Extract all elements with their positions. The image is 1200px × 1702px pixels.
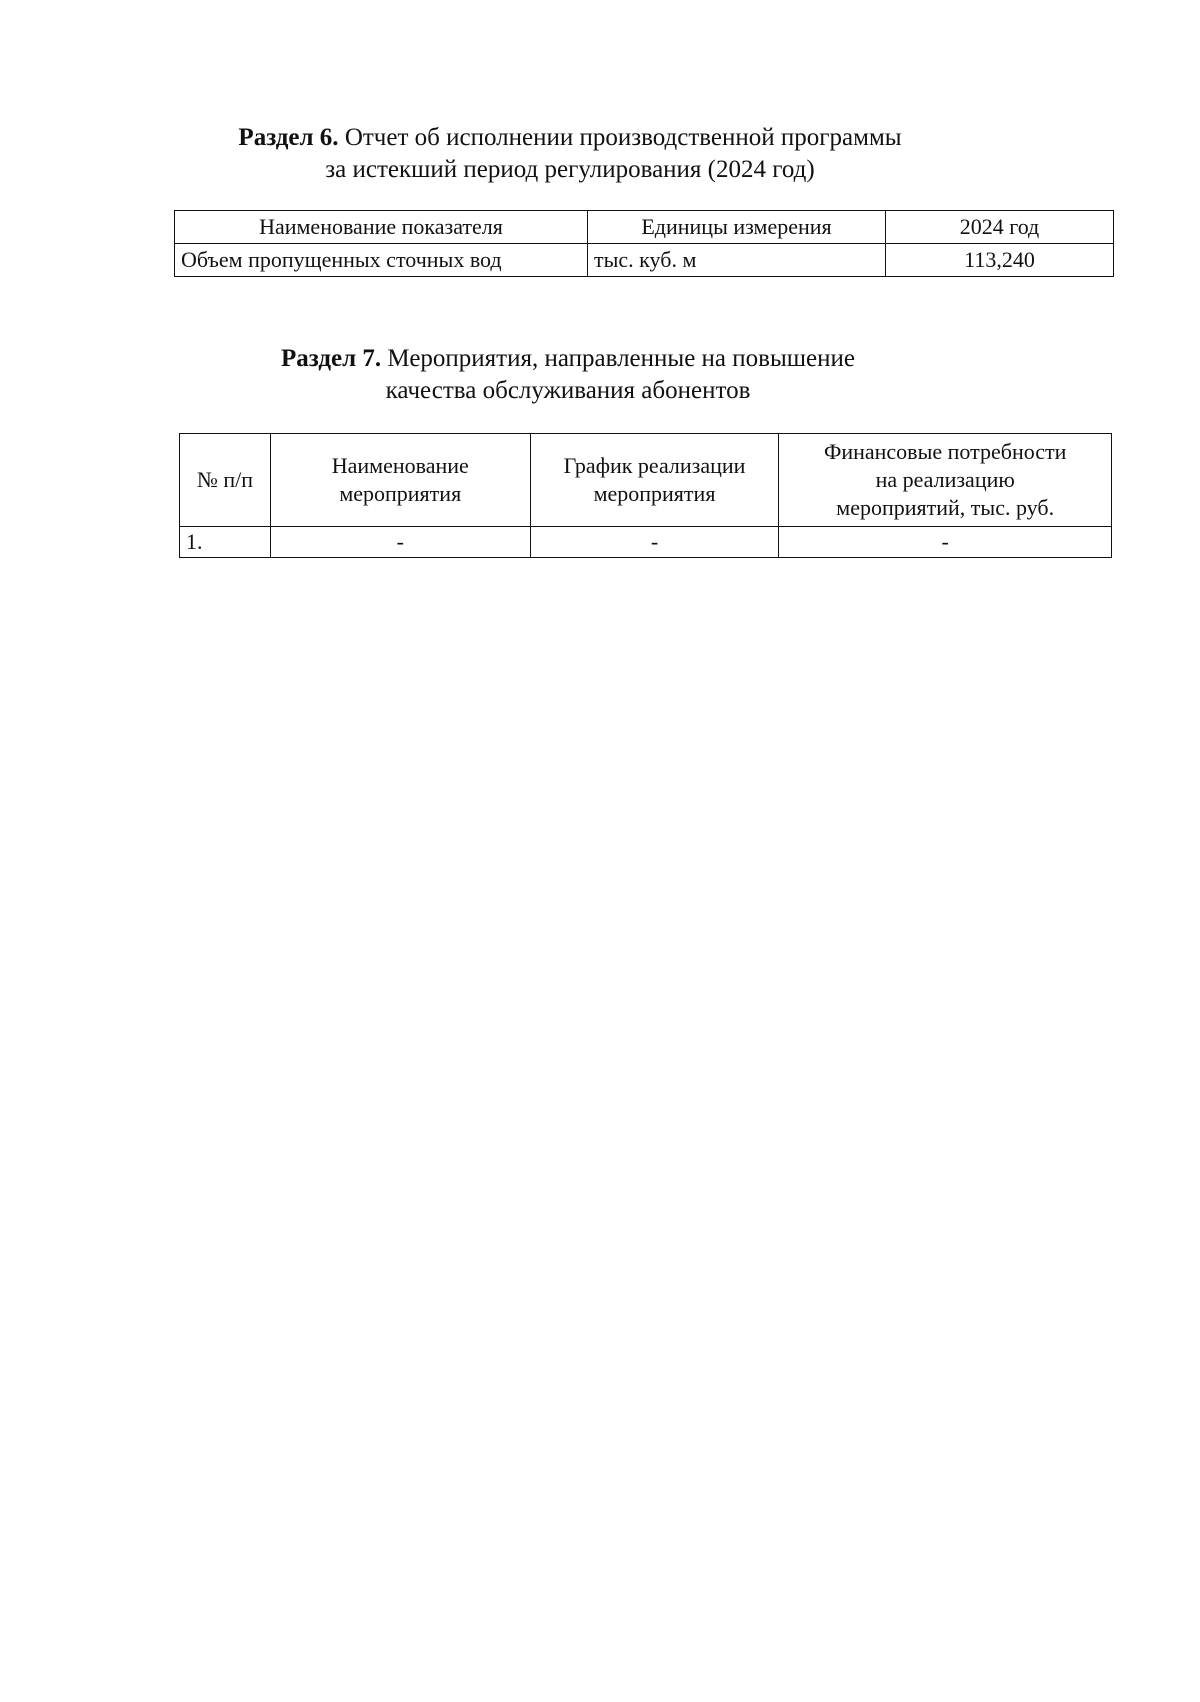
cell-schedule: - [530, 527, 779, 558]
cell-units: тыс. куб. м [588, 244, 886, 277]
header-schedule-line-1: График реализации [563, 453, 746, 478]
section-7-title-line-1: Мероприятия, направленные на повышение [387, 345, 855, 372]
table-row [180, 527, 1112, 558]
header-event-name-line-2: мероприятия [339, 481, 462, 506]
table-header-row [180, 434, 1112, 527]
header-schedule-line-2: мероприятия [593, 481, 716, 506]
section-6-heading-line-1 [0, 122, 1170, 154]
section-7-label: Раздел 7. [281, 345, 382, 372]
header-year: 2024 год [886, 211, 1114, 244]
section-7-heading-line-1 [0, 343, 1168, 375]
header-units: Единицы измерения [588, 211, 886, 244]
section-6-title-line-1: Отчет об исполнении производственной программы [344, 124, 902, 151]
section-7-title-line-2: качества обслуживания абонентов [385, 377, 751, 404]
section-6-table [174, 210, 1114, 277]
table-header-row [175, 211, 1114, 244]
header-number: № п/п [180, 434, 271, 527]
cell-finance: - [779, 527, 1112, 558]
header-finance-line-3: мероприятий, тыс. руб. [836, 495, 1055, 520]
header-finance-line-1: Финансовые потребности [823, 439, 1067, 464]
header-event-name-line-1: Наименование [331, 453, 469, 478]
header-finance [779, 434, 1112, 527]
section-6-heading [0, 122, 1170, 186]
cell-year-value: 113,240 [886, 244, 1114, 277]
section-7-heading [0, 343, 1168, 407]
section-6-label: Раздел 6. [238, 124, 339, 151]
header-indicator-name: Наименование показателя [175, 211, 588, 244]
cell-event-name: - [270, 527, 530, 558]
cell-number: 1. [180, 527, 271, 558]
section-7-table [179, 433, 1112, 558]
table-row [175, 244, 1114, 277]
header-finance-line-2: на реализацию [875, 467, 1015, 492]
header-event-name [270, 434, 530, 527]
header-schedule [530, 434, 779, 527]
section-6-title-line-2: за истекший период регулирования (2024 год) [325, 156, 815, 183]
cell-indicator-name: Объем пропущенных сточных вод [175, 244, 588, 277]
